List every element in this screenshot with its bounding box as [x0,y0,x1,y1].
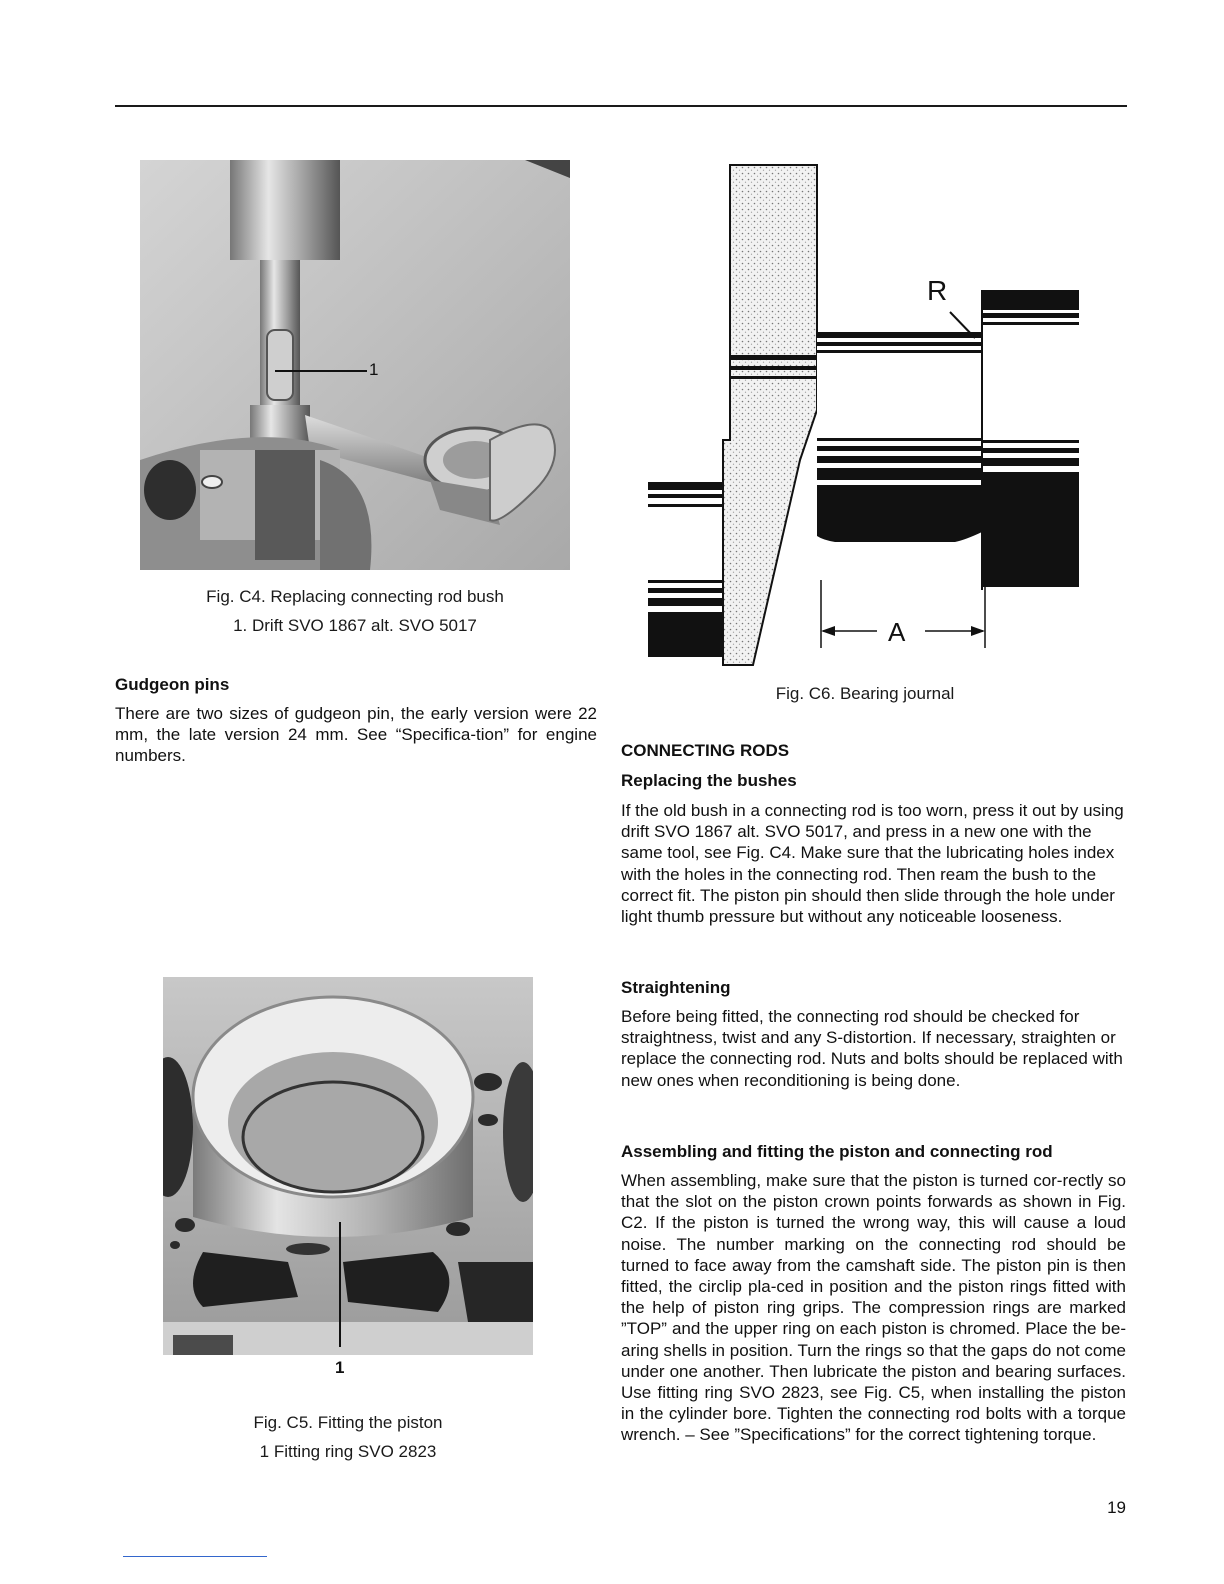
fig-c5-caption [163,1408,533,1466]
fig-c4-callout: 1 [369,360,379,379]
gudgeon-heading: Gudgeon pins [115,675,230,694]
bushes-text: If the old bush in a connecting rod is too worn, press it out by using drift SVO 1867 alt. SVO 5017, and press in a new one with the same tool, see Fig. C4. Make sure that the lubricating holes index with the holes in the connecting rod. Then ream the bush to the correct fit. The piston pin should then slide through the hole under light thumb pressure but without any noticeable looseness. [621,801,1124,927]
assembling-heading: Assembling and fitting the piston and connecting rod [621,1142,1053,1161]
fig-c6-diagram [645,160,1085,670]
fig-c6-label-r: R [927,275,948,306]
fig-c6-caption: Fig. C6. Bearing journal [775,684,955,703]
fig-c5-leader [339,1222,341,1347]
bushes-heading: Replacing the bushes [621,771,797,790]
fig-c4-leader [275,370,367,372]
fig-c4-caption [140,582,570,640]
fig-c6-label-a: A [888,617,906,647]
fig-c5-callout: 1 [335,1358,345,1377]
page-number: 19 [1107,1498,1126,1517]
fig-c5-caption-title: Fig. C5. Fitting the piston [253,1413,443,1432]
gudgeon-text: There are two sizes of gudgeon pin, the early version were 22 mm, the late version 24 mm. See “Specifica-tion” for engine numbers. [115,704,597,766]
header-rule [115,105,1127,107]
fig-c5-caption-legend: 1 Fitting ring SVO 2823 [259,1442,437,1461]
straightening-text: Before being fitted, the connecting rod should be checked for straightness, twist and any S-distortion. If necessary, straighten or replace the connecting rod. Nuts and bolts should be replaced with new ones when reconditioning is being done. [621,1007,1123,1090]
fig-c4-caption-title: Fig. C4. Replacing connecting rod bush [206,587,504,606]
assembling-text: When assembling, make sure that the piston is turned cor-rectly so that the slot on the piston crown points forwards as shown in Fig. C2. If the piston is turned the wrong way, this will cause a loud noise. The number marking on the connecting rod should be turned to face away from the camshaft side. The piston pin is then fitted, the circlip pla-ced in position and the piston rings fitted with the help of piston ring grips. The compression rings are marked ”TOP” and the upper ring on each piston is chromed. Place the be-aring shells in position. Turn the rings so that the gaps do not come under one another. Then lubricate the piston and bearing surfaces. Use fitting ring SVO 2823, see Fig. C5, when installing the piston in the cylinder bore. Tighten the connecting rod bolts with a torque wrench. – See ”Specifications” for the correct tightening torque. [621,1171,1126,1445]
straightening-heading: Straightening [621,978,731,997]
fig-c4-caption-legend: 1. Drift SVO 1867 alt. SVO 5017 [233,616,477,635]
fig-c4-photo [140,160,570,570]
connecting-rods-heading: CONNECTING RODS [621,741,790,760]
footer-link-underline [123,1556,267,1557]
fig-c5-photo [163,977,533,1355]
